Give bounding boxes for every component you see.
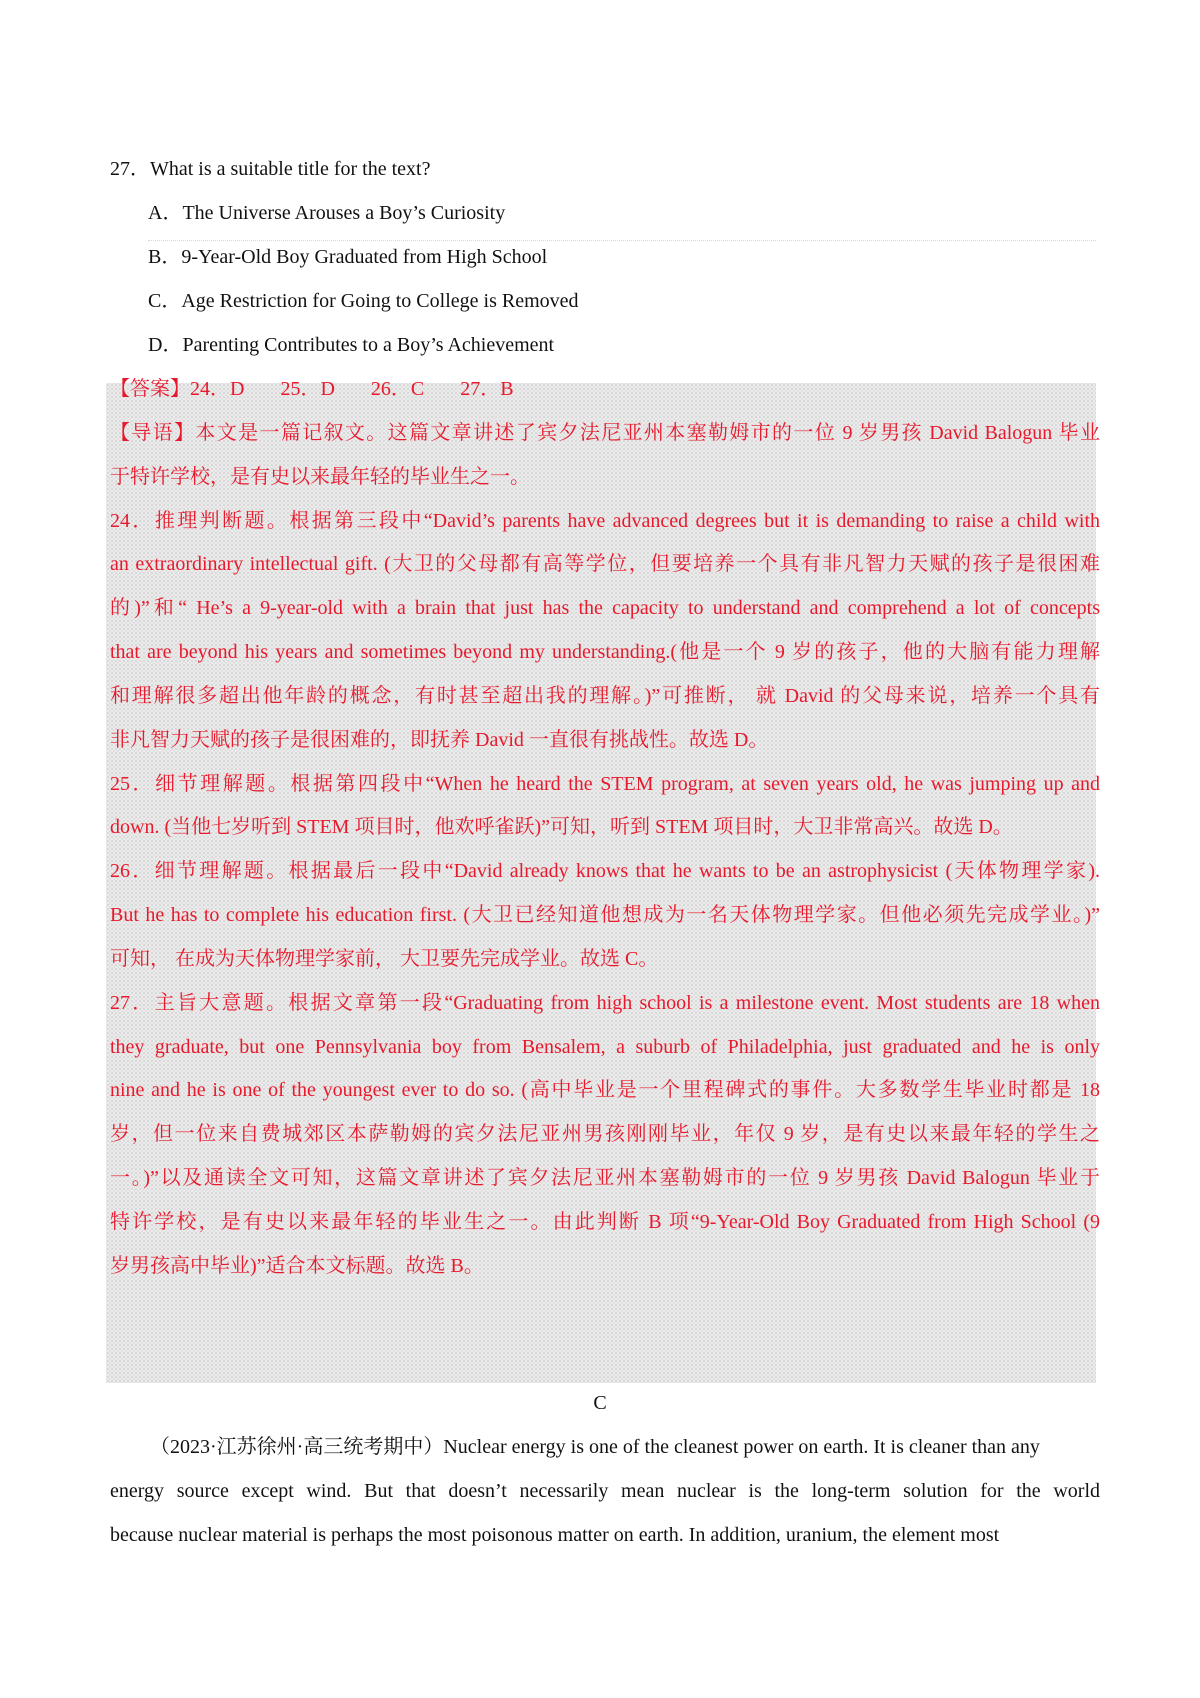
option-a: A．The Universe Arouses a Boy’s Curiosity (148, 202, 506, 224)
explanation-line: nine and he is one of the youngest ever to do so. (高中毕业是一个里程碑式的事件。大多数学生毕业时都是 18 (110, 1079, 1100, 1101)
explanation-line: 的)”和“ He’s a 9-year-old with a brain that just has the capacity to understand and comprehend a lot of concepts (110, 597, 1100, 619)
passage-line: because nuclear material is perhaps the most poisonous matter on earth. In addition, uranium, the element most (110, 1524, 1000, 1546)
section-heading: C (593, 1392, 607, 1414)
dotted-divider (148, 240, 1096, 241)
option-b: B．9-Year-Old Boy Graduated from High School (148, 246, 548, 268)
explanation-line: 岁，但一位来自费城郊区本萨勒姆的宾夕法尼亚州男孩刚刚毕业，年仅 9 岁，是有史以来最年轻的学生之 (110, 1123, 1100, 1145)
explanation-line: 可知， 在成为天体物理学家前， 大卫要先完成学业。故选 C。 (110, 948, 659, 970)
explanation-line: 岁男孩高中毕业)”适合本文标题。故选 B。 (110, 1255, 484, 1277)
explanation-line: But he has to complete his education first. (大卫已经知道他想成为一名天体物理学家。但他必须先完成学业。)” (110, 904, 1100, 926)
explanation-line: that are beyond his years and sometimes beyond my understanding.(他是一个 9 岁的孩子，他的大脑有能力理解 (110, 641, 1100, 663)
explanation-line: 一。)”以及通读全文可知，这篇文章讲述了宾夕法尼亚州本塞勒姆市的一位 9 岁男孩 David Balogun 毕业于 (110, 1167, 1100, 1189)
explanation-line: 【导语】本文是一篇记叙文。这篇文章讲述了宾夕法尼亚州本塞勒姆市的一位 9 岁男孩 David Balogun 毕业 (110, 422, 1100, 444)
explanation-line: 26．细节理解题。根据最后一段中“David already knows that he wants to be an astrophysicist (天体物理学家). (110, 860, 1100, 882)
explanation-line: 27．主旨大意题。根据文章第一段“Graduating from high school is a milestone event. Most students are 18 when (110, 992, 1100, 1014)
explanation-line: 和理解很多超出他年龄的概念，有时甚至超出我的理解。)”可推断， 就 David 的父母来说，培养一个具有 (110, 685, 1100, 707)
answer-label: 【答案】 (110, 378, 190, 400)
answer-key: 【答案】24．D 25．D 26．C 27．B (110, 378, 514, 400)
explanation-line: they graduate, but one Pennsylvania boy from Bensalem, a suburb of Philadelphia, just graduated and he is only (110, 1036, 1100, 1058)
explanation-line: an extraordinary intellectual gift. (大卫的父母都有高等学位，但要培养一个具有非凡智力天赋的孩子是很困难 (110, 553, 1100, 575)
explanation-line: down. (当他七岁听到 STEM 项目时，他欢呼雀跃)”可知，听到 STEM 项目时，大卫非常高兴。故选 D。 (110, 816, 1013, 838)
question-stem (110, 155, 430, 183)
option-c: C．Age Restriction for Going to College is Removed (148, 290, 579, 312)
question-number: 27． (110, 158, 150, 180)
explanation-line: 24．推理判断题。根据第三段中“David’s parents have advanced degrees but it is demanding to raise a child with (110, 510, 1100, 532)
explanation-line: 特许学校，是有史以来最年轻的毕业生之一。由此判断 B 项“9-Year-Old Boy Graduated from High School (9 (110, 1211, 1100, 1233)
passage-line: energy source except wind. But that doesn’t necessarily mean nuclear is the long-term solution for the world (110, 1480, 1100, 1502)
explanation-line: 25．细节理解题。根据第四段中“When he heard the STEM program, at seven years old, he was jumping up and (110, 773, 1100, 795)
question-text: What is a suitable title for the text? (150, 158, 431, 180)
explanation-line: 非凡智力天赋的孩子是很困难的，即抚养 David 一直很有挑战性。故选 D。 (110, 729, 769, 751)
explanation-line: 于特许学校，是有史以来最年轻的毕业生之一。 (110, 466, 530, 488)
passage-line: （2023·江苏徐州·高三统考期中）Nuclear energy is one of the cleanest power on earth. It is cleaner than any (150, 1436, 1040, 1458)
option-d: D．Parenting Contributes to a Boy’s Achievement (148, 334, 555, 356)
